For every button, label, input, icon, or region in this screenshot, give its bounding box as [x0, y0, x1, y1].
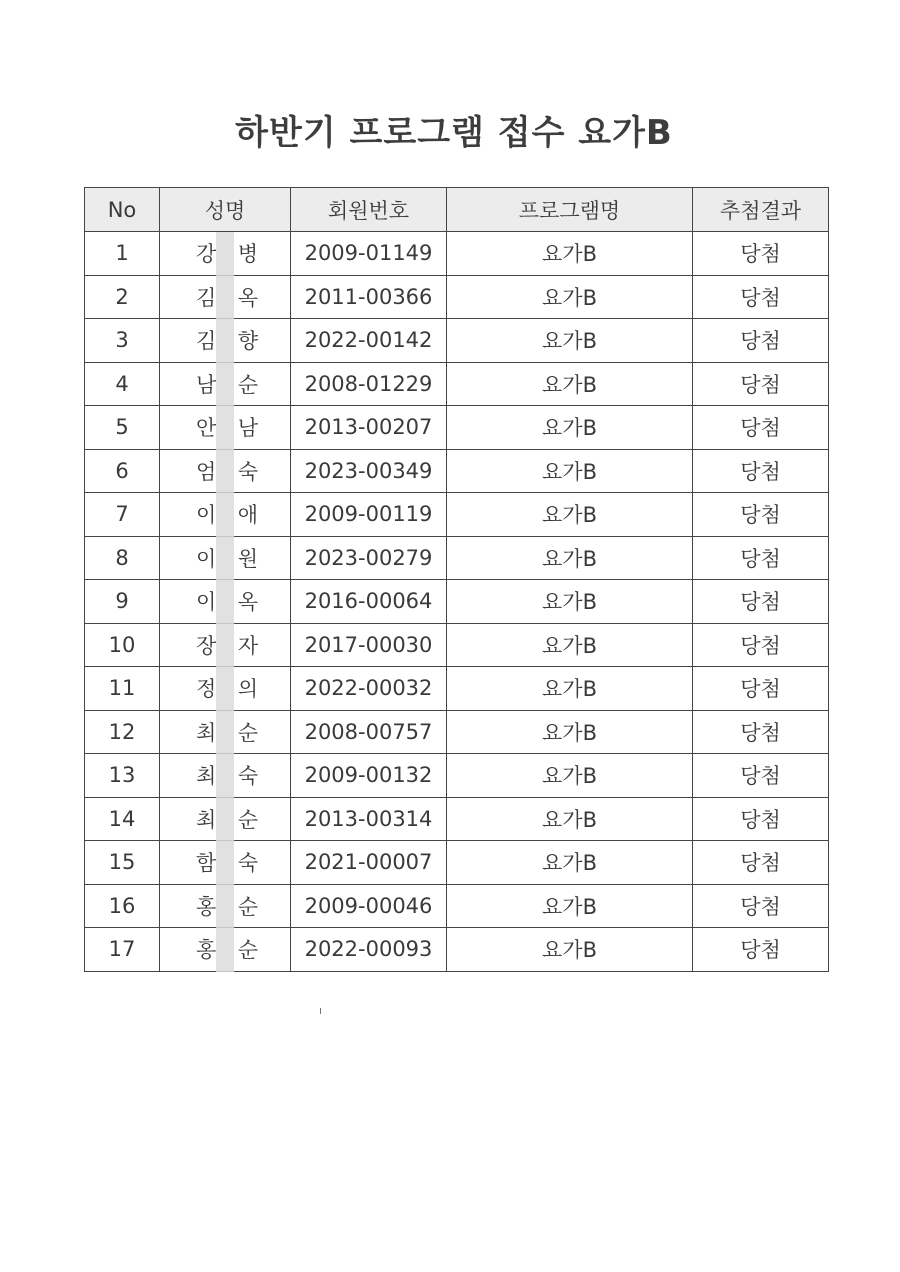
row-member-id: 2009-00132: [291, 754, 447, 798]
row-program: 요가B: [447, 797, 693, 841]
name-last-char: 순: [237, 938, 258, 963]
name-first-char: 엄: [196, 459, 217, 484]
row-program: 요가B: [447, 406, 693, 450]
table-row: [85, 406, 829, 450]
row-program: 요가B: [447, 493, 693, 537]
name-last-char: 순: [237, 807, 258, 832]
table-row: [85, 623, 829, 667]
table-row: [85, 797, 829, 841]
row-member-id: 2022-00093: [291, 928, 447, 972]
name-last-char: 숙: [237, 764, 258, 789]
row-no: 9: [85, 580, 160, 624]
name-first-char: 남: [196, 372, 217, 397]
header-name: 성명: [160, 188, 291, 232]
row-result: 당첨: [693, 232, 829, 276]
header-member-id: 회원번호: [291, 188, 447, 232]
row-program: 요가B: [447, 884, 693, 928]
table-row: [85, 449, 829, 493]
row-program: 요가B: [447, 667, 693, 711]
name-first-char: 강: [196, 242, 217, 267]
table-row: [85, 754, 829, 798]
table-header-row: [85, 188, 829, 232]
row-program: 요가B: [447, 754, 693, 798]
name-last-char: 원: [237, 546, 258, 571]
row-no: 17: [85, 928, 160, 972]
row-result: 당첨: [693, 362, 829, 406]
row-program: 요가B: [447, 623, 693, 667]
name-last-char: 순: [237, 720, 258, 745]
row-result: 당첨: [693, 493, 829, 537]
row-result: 당첨: [693, 406, 829, 450]
row-program: 요가B: [447, 841, 693, 885]
table-row: [85, 580, 829, 624]
table-row: [85, 841, 829, 885]
row-member-id: 2008-00757: [291, 710, 447, 754]
name-first-char: 홍: [196, 894, 217, 919]
row-no: 7: [85, 493, 160, 537]
table-row: [85, 536, 829, 580]
row-program: 요가B: [447, 580, 693, 624]
row-member-id: 2008-01229: [291, 362, 447, 406]
row-member-id: 2011-00366: [291, 275, 447, 319]
name-redaction-mask: [216, 232, 234, 972]
table-row: [85, 493, 829, 537]
row-program: 요가B: [447, 275, 693, 319]
row-member-id: 2022-00032: [291, 667, 447, 711]
row-member-id: 2021-00007: [291, 841, 447, 885]
name-last-char: 옥: [237, 590, 258, 615]
name-last-char: 병: [237, 242, 258, 267]
name-first-char: 김: [196, 285, 217, 310]
row-member-id: 2009-00046: [291, 884, 447, 928]
name-first-char: 김: [196, 329, 217, 354]
row-result: 당첨: [693, 449, 829, 493]
row-no: 6: [85, 449, 160, 493]
row-result: 당첨: [693, 884, 829, 928]
row-result: 당첨: [693, 710, 829, 754]
table-row: [85, 710, 829, 754]
lottery-result-table: [84, 187, 829, 972]
row-no: 5: [85, 406, 160, 450]
name-first-char: 이: [196, 590, 217, 615]
row-result: 당첨: [693, 667, 829, 711]
row-member-id: 2013-00314: [291, 797, 447, 841]
row-program: 요가B: [447, 449, 693, 493]
name-last-char: 옥: [237, 285, 258, 310]
row-member-id: 2023-00279: [291, 536, 447, 580]
name-first-char: 이: [196, 546, 217, 571]
name-first-char: 최: [196, 720, 217, 745]
row-result: 당첨: [693, 797, 829, 841]
row-member-id: 2016-00064: [291, 580, 447, 624]
name-last-char: 순: [237, 372, 258, 397]
table-row: [85, 275, 829, 319]
row-member-id: 2009-00119: [291, 493, 447, 537]
name-last-char: 숙: [237, 459, 258, 484]
table-row: [85, 319, 829, 363]
row-program: 요가B: [447, 362, 693, 406]
row-member-id: 2017-00030: [291, 623, 447, 667]
row-program: 요가B: [447, 928, 693, 972]
row-no: 1: [85, 232, 160, 276]
row-member-id: 2022-00142: [291, 319, 447, 363]
name-first-char: 최: [196, 807, 217, 832]
row-program: 요가B: [447, 232, 693, 276]
name-first-char: 장: [196, 633, 217, 658]
name-last-char: 숙: [237, 851, 258, 876]
row-no: 4: [85, 362, 160, 406]
row-program: 요가B: [447, 536, 693, 580]
name-first-char: 안: [196, 416, 217, 441]
row-result: 당첨: [693, 623, 829, 667]
name-first-char: 정: [196, 677, 217, 702]
scan-speck: [320, 1008, 321, 1014]
row-no: 8: [85, 536, 160, 580]
row-result: 당첨: [693, 275, 829, 319]
table-row: [85, 232, 829, 276]
header-result: 추첨결과: [693, 188, 829, 232]
row-no: 10: [85, 623, 160, 667]
row-no: 2: [85, 275, 160, 319]
row-result: 당첨: [693, 928, 829, 972]
row-result: 당첨: [693, 754, 829, 798]
row-result: 당첨: [693, 319, 829, 363]
row-member-id: 2009-01149: [291, 232, 447, 276]
name-last-char: 애: [237, 503, 258, 528]
table-row: [85, 884, 829, 928]
name-last-char: 의: [237, 677, 258, 702]
row-member-id: 2023-00349: [291, 449, 447, 493]
header-program: 프로그램명: [447, 188, 693, 232]
row-no: 15: [85, 841, 160, 885]
row-no: 16: [85, 884, 160, 928]
row-no: 12: [85, 710, 160, 754]
table-body: [85, 232, 829, 972]
row-no: 11: [85, 667, 160, 711]
row-no: 3: [85, 319, 160, 363]
page-title: 하반기 프로그램 접수 요가B: [235, 112, 673, 153]
name-last-char: 향: [237, 329, 258, 354]
header-no: No: [85, 188, 160, 232]
row-result: 당첨: [693, 841, 829, 885]
row-no: 13: [85, 754, 160, 798]
row-result: 당첨: [693, 580, 829, 624]
name-last-char: 자: [237, 633, 258, 658]
name-last-char: 남: [237, 416, 258, 441]
name-first-char: 최: [196, 764, 217, 789]
name-first-char: 함: [196, 851, 217, 876]
row-program: 요가B: [447, 319, 693, 363]
name-last-char: 순: [237, 894, 258, 919]
name-first-char: 홍: [196, 938, 217, 963]
name-first-char: 이: [196, 503, 217, 528]
row-no: 14: [85, 797, 160, 841]
table-row: [85, 667, 829, 711]
table-row: [85, 928, 829, 972]
row-member-id: 2013-00207: [291, 406, 447, 450]
row-program: 요가B: [447, 710, 693, 754]
table-row: [85, 362, 829, 406]
row-result: 당첨: [693, 536, 829, 580]
